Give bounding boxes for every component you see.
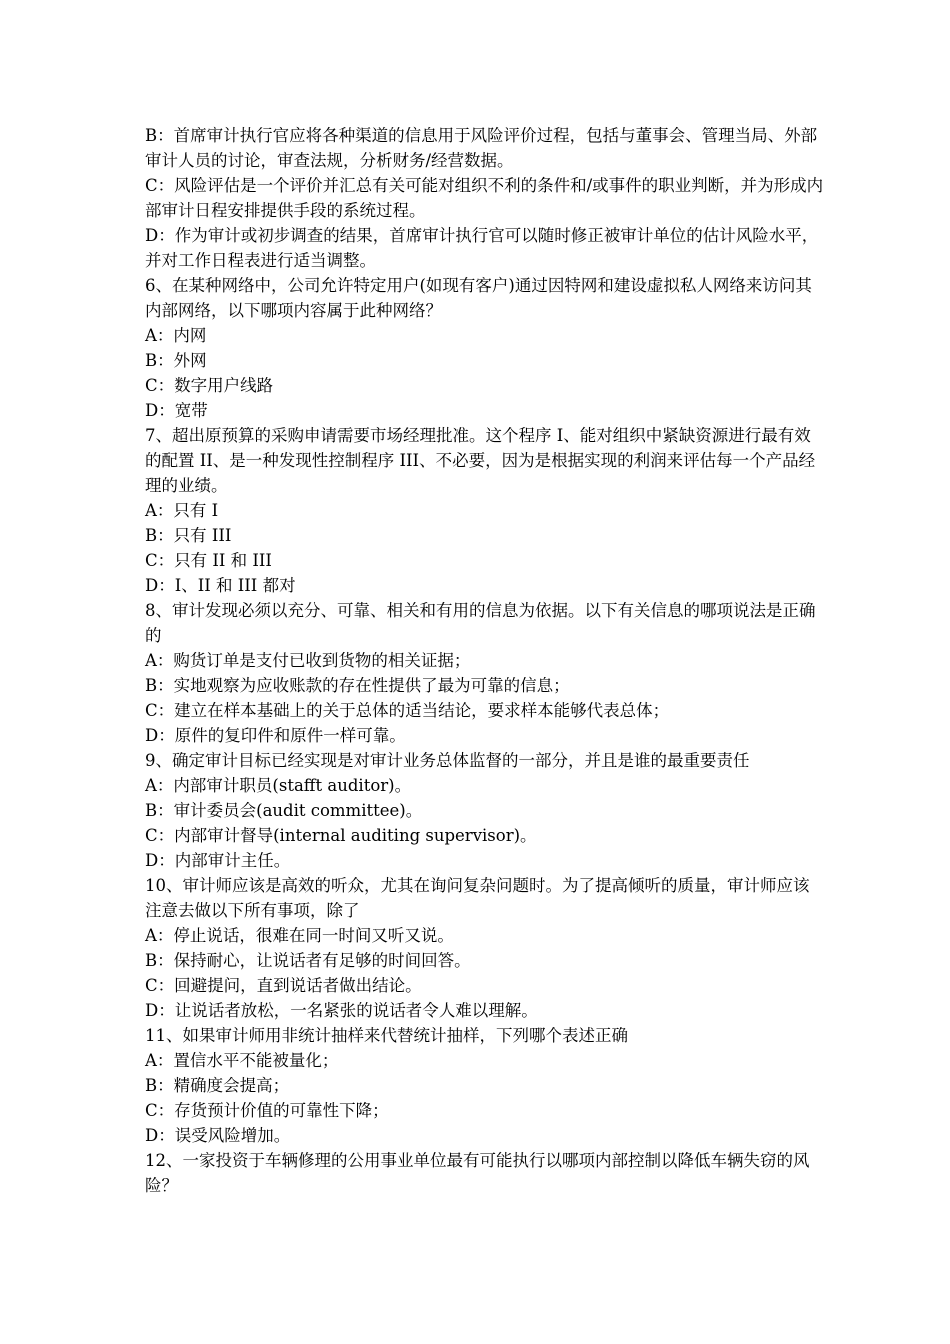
q10-option-a: A：停止说话，很难在同一时间又听又说。 bbox=[145, 926, 454, 945]
q11-option-c: C：存货预计价值的可靠性下降； bbox=[145, 1101, 389, 1120]
q10-option-c: C：回避提问，直到说话者做出结论。 bbox=[145, 976, 422, 995]
q8-option-b: B：实地观察为应收账款的存在性提供了最为可靠的信息； bbox=[145, 676, 570, 695]
question-7: 7、超出原预算的采购申请需要市场经理批准。这个程序 I、能对组织中紧缺资源进行最有效的配置 II、是一种发现性控制程序 III、不必要，因为是根据实现的利润来评估每一个产品经理的业绩。 bbox=[145, 426, 816, 495]
option-d-risk-revision: D：作为审计或初步调查的结果，首席审计执行官可以随时修正被审计单位的估计风险水平，并对工作日程表进行适当调整。 bbox=[145, 226, 819, 270]
q7-option-d: D：I、II 和 III 都对 bbox=[145, 576, 296, 595]
q10-option-b: B：保持耐心，让说话者有足够的时间回答。 bbox=[145, 951, 471, 970]
q10-option-d: D：让说话者放松，一名紧张的说话者令人难以理解。 bbox=[145, 1001, 538, 1020]
question-12: 12、一家投资于车辆修理的公用事业单位最有可能执行以哪项内部控制以降低车辆失窃的风险？ bbox=[145, 1151, 810, 1195]
q7-option-b: B：只有 III bbox=[145, 526, 232, 545]
q6-option-b: B：外网 bbox=[145, 351, 207, 370]
q6-option-d: D：宽带 bbox=[145, 401, 208, 420]
option-b-risk-info: B：首席审计执行官应将各种渠道的信息用于风险评价过程，包括与董事会、管理当局、外部审计人员的讨论，审查法规，分析财务/经营数据。 bbox=[145, 126, 818, 170]
q7-option-a: A：只有 I bbox=[145, 501, 219, 520]
q6-option-a: A：内网 bbox=[145, 326, 207, 345]
q8-option-a: A：购货订单是支付已收到货物的相关证据； bbox=[145, 651, 471, 670]
q7-option-c: C：只有 II 和 III bbox=[145, 551, 272, 570]
question-11: 11、如果审计师用非统计抽样来代替统计抽样，下列哪个表述正确 bbox=[145, 1026, 628, 1045]
question-6: 6、在某种网络中，公司允许特定用户(如现有客户)通过因特网和建设虚拟私人网络来访问其内部网络，以下哪项内容属于此种网络？ bbox=[145, 276, 812, 320]
q11-option-d: D：误受风险增加。 bbox=[145, 1126, 291, 1145]
q9-option-b: B：审计委员会(audit committee)。 bbox=[145, 801, 423, 820]
question-8: 8、审计发现必须以充分、可靠、相关和有用的信息为依据。以下有关信息的哪项说法是正确的 bbox=[145, 601, 816, 645]
q9-option-a: A：内部审计职员(stafft auditor)。 bbox=[145, 776, 412, 795]
question-10: 10、审计师应该是高效的听众，尤其在询问复杂问题时。为了提高倾听的质量，审计师应该注意去做以下所有事项，除了 bbox=[145, 876, 810, 920]
q9-option-d: D：内部审计主任。 bbox=[145, 851, 291, 870]
q6-option-c: C：数字用户线路 bbox=[145, 376, 274, 395]
q9-option-c: C：内部审计督导(internal auditing supervisor)。 bbox=[145, 826, 537, 845]
q11-option-a: A：置信水平不能被量化； bbox=[145, 1051, 339, 1070]
q11-option-b: B：精确度会提高； bbox=[145, 1076, 290, 1095]
q8-option-c: C：建立在样本基础上的关于总体的适当结论，要求样本能够代表总体； bbox=[145, 701, 670, 720]
option-c-risk-assessment: C：风险评估是一个评价并汇总有关可能对组织不利的条件和/或事件的职业判断，并为形成内部审计日程安排提供手段的系统过程。 bbox=[145, 176, 824, 220]
question-9: 9、确定审计目标已经实现是对审计业务总体监督的一部分，并且是谁的最重要责任 bbox=[145, 751, 750, 770]
document-page bbox=[145, 123, 825, 1198]
q8-option-d: D：原件的复印件和原件一样可靠。 bbox=[145, 726, 406, 745]
